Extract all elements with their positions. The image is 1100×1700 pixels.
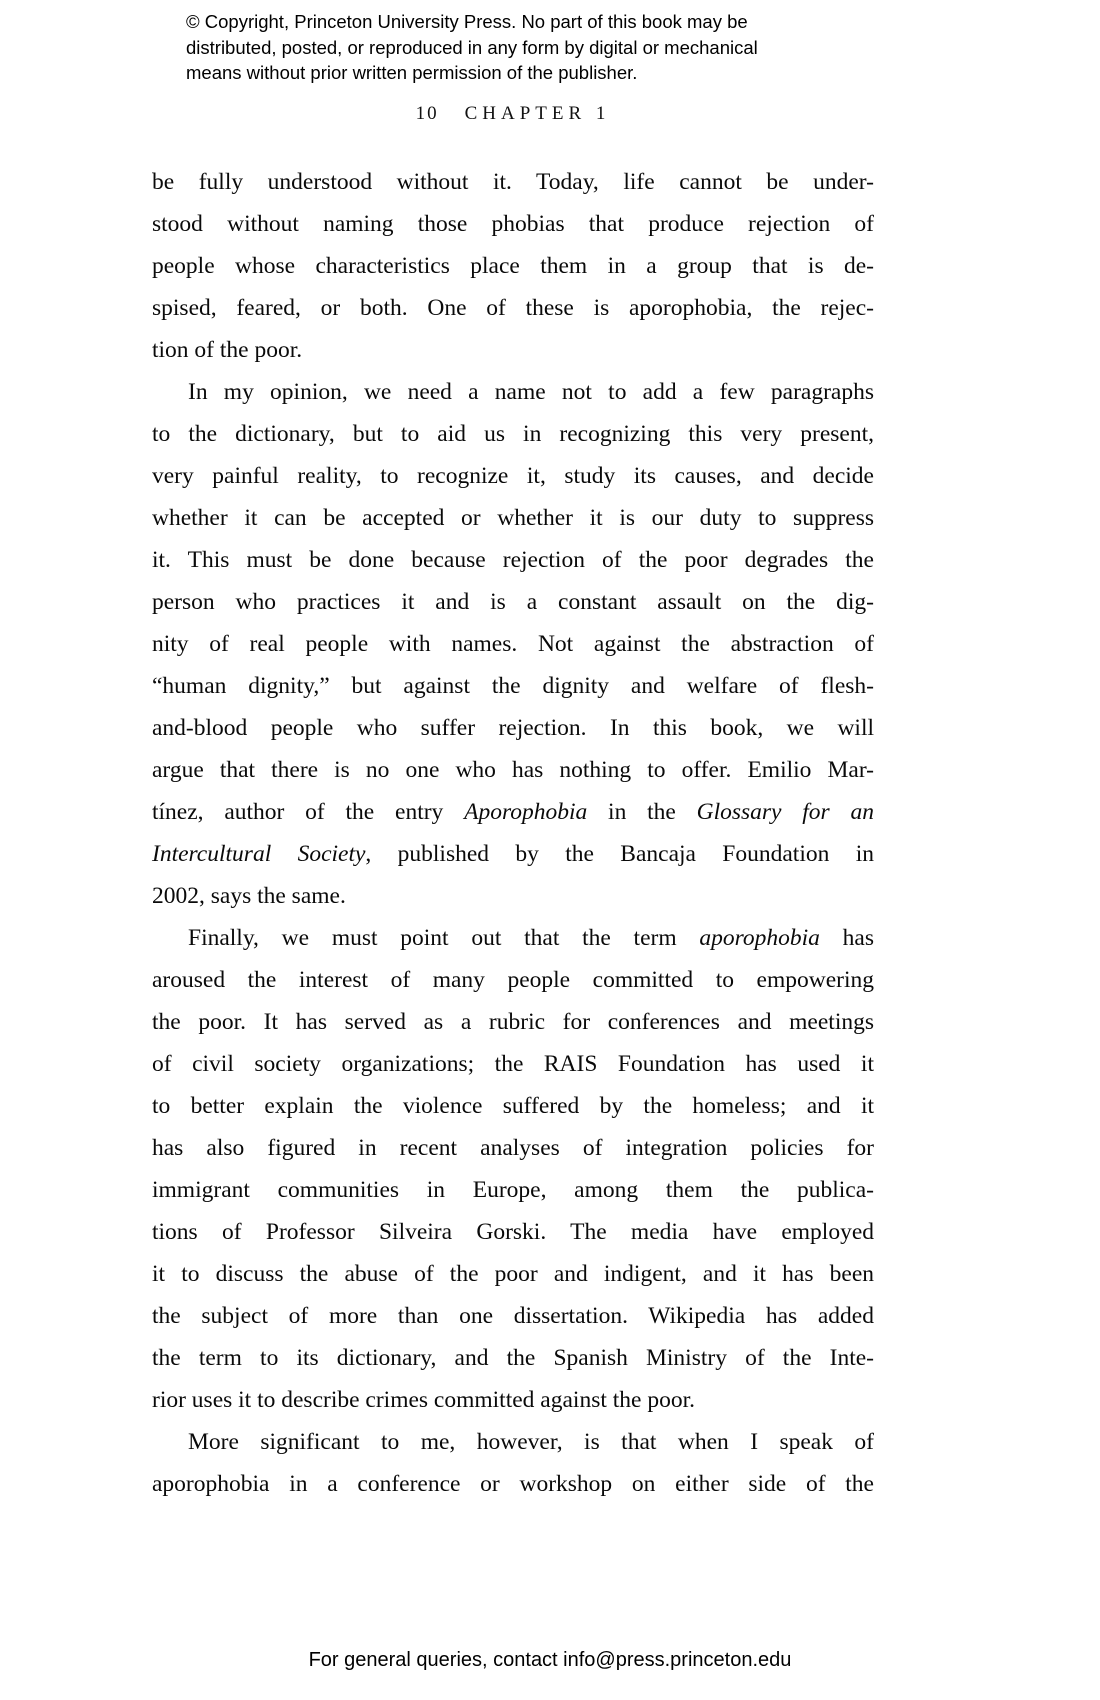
paragraph xyxy=(152,917,874,1421)
text-segment: “human dignity,” but against the dignity and welfare of flesh- xyxy=(152,673,874,699)
text-segment: it. This must be done because rejection of the poor degrades the xyxy=(152,547,874,573)
text-line xyxy=(152,623,874,665)
text-segment: in the xyxy=(587,799,697,825)
text-line xyxy=(152,1001,874,1043)
running-head xyxy=(152,103,874,125)
text-line xyxy=(152,1085,874,1127)
copyright-line-3: means without prior written permission of the publisher. xyxy=(186,62,638,83)
text-segment: the term to its dictionary, and the Spanish Ministry of the Inte- xyxy=(152,1345,874,1371)
text-line xyxy=(152,959,874,1001)
copyright-line-2: distributed, posted, or reproduced in any form by digital or mechanical xyxy=(186,36,758,58)
text-line xyxy=(152,917,874,959)
text-segment: the poor. It has served as a rubric for conferences and meetings xyxy=(152,1009,874,1035)
text-segment: of civil society organizations; the RAIS Foundation has used it xyxy=(152,1051,874,1077)
text-line xyxy=(152,203,874,245)
text-segment: has also figured in recent analyses of integration policies for xyxy=(152,1135,874,1161)
text-segment: In my opinion, we need a name not to add a few paragraphs xyxy=(188,379,874,405)
text-segment: More significant to me, however, is that when I speak of xyxy=(188,1429,874,1455)
text-segment: stood without naming those phobias that produce rejection of xyxy=(152,211,874,237)
text-line xyxy=(152,875,874,917)
text-segment: and-blood people who suffer rejection. In this book, we will xyxy=(152,715,874,741)
text-line xyxy=(152,1295,874,1337)
text-line xyxy=(152,161,874,203)
text-segment: to the dictionary, but to aid us in recognizing this very present, xyxy=(152,421,874,447)
text-segment: aroused the interest of many people committed to empowering xyxy=(152,967,874,993)
italic-text: Aporophobia xyxy=(464,799,588,825)
text-line xyxy=(152,665,874,707)
italic-text: aporophobia xyxy=(699,925,820,951)
text-line xyxy=(152,539,874,581)
copyright-notice xyxy=(186,9,758,86)
italic-text: Intercultural Society xyxy=(152,841,366,867)
text-segment: tínez, author of the entry xyxy=(152,799,465,825)
text-line xyxy=(152,833,874,875)
text-segment: argue that there is no one who has nothing to offer. Emilio Mar- xyxy=(152,757,874,783)
text-line xyxy=(152,1211,874,1253)
text-line xyxy=(152,1379,874,1421)
text-segment: aporophobia in a conference or workshop on either side of the xyxy=(152,1471,874,1497)
text-line xyxy=(152,791,874,833)
text-segment: whether it can be accepted or whether it is our duty to suppress xyxy=(152,505,874,531)
text-line xyxy=(152,1043,874,1085)
paragraph xyxy=(152,371,874,917)
text-line xyxy=(152,707,874,749)
text-segment: has xyxy=(819,925,875,951)
text-line xyxy=(152,1337,874,1379)
text-segment: very painful reality, to recognize it, study its causes, and decide xyxy=(152,463,874,489)
text-segment: be fully understood without it. Today, life cannot be under- xyxy=(152,169,874,195)
text-segment: the subject of more than one dissertation. Wikipedia has added xyxy=(152,1303,874,1329)
text-line xyxy=(152,581,874,623)
text-segment: nity of real people with names. Not against the abstraction of xyxy=(152,631,874,657)
text-segment: people whose characteristics place them in a group that is de- xyxy=(152,253,874,279)
text-segment: 2002, says the same. xyxy=(152,883,346,909)
text-segment: tions of Professor Silveira Gorski. The media have employed xyxy=(152,1219,874,1245)
text-segment: it to discuss the abuse of the poor and indigent, and it has been xyxy=(152,1261,874,1287)
queries-footer: For general queries, contact info@press.princeton.edu xyxy=(308,1649,792,1671)
text-line xyxy=(152,497,874,539)
text-line xyxy=(152,413,874,455)
italic-text: Glossary for an xyxy=(696,799,874,825)
text-segment: to better explain the violence suffered by the homeless; and it xyxy=(152,1093,874,1119)
text-segment: rior uses it to describe crimes committed against the poor. xyxy=(152,1387,695,1413)
text-segment: spised, feared, or both. One of these is aporophobia, the rejec- xyxy=(152,295,874,321)
text-line xyxy=(152,1253,874,1295)
text-line xyxy=(152,371,874,413)
text-line xyxy=(152,245,874,287)
paragraph xyxy=(152,1421,874,1505)
text-segment: immigrant communities in Europe, among them the publica- xyxy=(152,1177,874,1203)
text-segment: tion of the poor. xyxy=(152,337,303,363)
text-line xyxy=(152,329,874,371)
paragraph xyxy=(152,161,874,371)
copyright-line-1: © Copyright, Princeton University Press. No part of this book may be xyxy=(186,11,748,32)
page-number: 10 xyxy=(415,103,439,124)
text-segment: Finally, we must point out that the term xyxy=(188,925,700,951)
text-segment: , published by the Bancaja Foundation in xyxy=(365,841,874,867)
text-line xyxy=(152,1169,874,1211)
text-segment: person who practices it and is a constant assault on the dig- xyxy=(152,589,874,615)
text-line xyxy=(152,749,874,791)
text-line xyxy=(152,287,874,329)
text-line xyxy=(152,455,874,497)
page-body xyxy=(152,161,874,1505)
text-line xyxy=(152,1463,874,1505)
text-line xyxy=(152,1421,874,1463)
text-line xyxy=(152,1127,874,1169)
chapter-label: CHAPTER 1 xyxy=(464,103,611,124)
